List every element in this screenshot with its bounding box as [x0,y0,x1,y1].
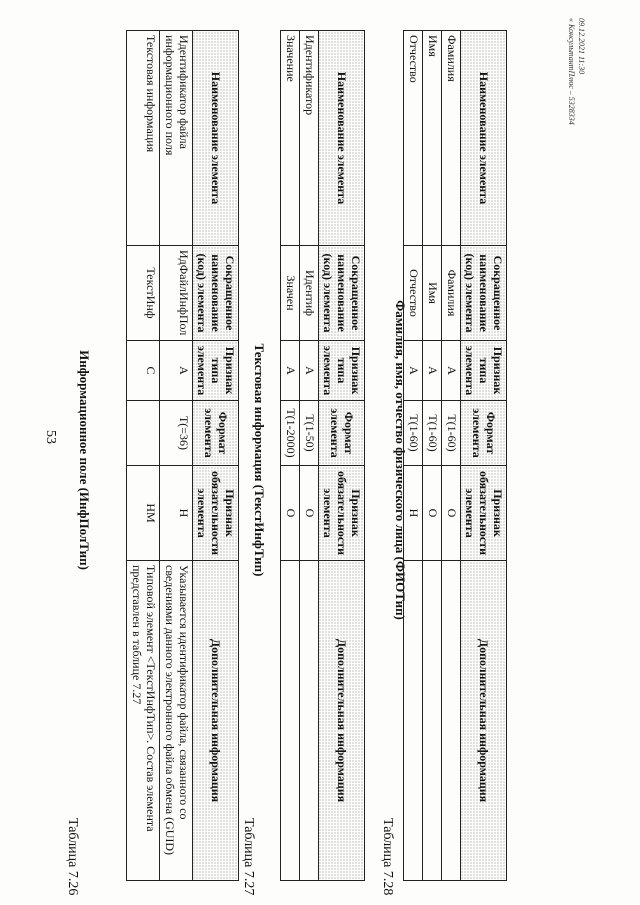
table-row [404,31,423,881]
cell: А [160,341,193,401]
cell: Н [160,466,193,561]
table-header-row [318,31,364,881]
cell: Фамилия [441,246,460,341]
cell: А [404,341,423,401]
cell [299,561,318,881]
cell: ИдФайлИнфПол [160,246,193,341]
cell [423,561,442,881]
table-728 [403,30,507,881]
col-header: Признак типа элемента [318,341,364,401]
col-header: Признак типа элемента [192,341,238,401]
col-header: Наименование элемента [460,31,506,246]
col-header: Дополнительная информация [192,561,238,881]
cell: О [281,466,300,561]
table-row [299,31,318,881]
table-728-label: Таблица 7.28 [380,818,395,896]
cell: Т(=36) [160,401,193,466]
col-header: Сокращенное наименование (код) элемента [192,246,238,341]
scan-stamp [567,18,586,125]
stamp-date: 09.12.2021 11:30 [577,18,586,75]
cell: А [423,341,442,401]
cell: Имя [423,31,442,246]
cell: А [441,341,460,401]
col-header: Дополнительная информация [318,561,364,881]
col-header: Формат элемента [192,401,238,466]
table-header-row [192,31,238,881]
cell: Т(1-50) [299,401,318,466]
cell: О [423,466,442,561]
cell: А [281,341,300,401]
cell: Отчество [404,31,423,246]
col-header: Признак обязательности элемента [318,466,364,561]
table-726-label: Таблица 7.26 [65,818,80,896]
table-727-title: Текстовая информация (ТекстИнфТип) [252,343,267,577]
table-row [160,31,193,881]
cell: Идентификатор [299,31,318,246]
cell: Т(1-60) [404,401,423,466]
col-header: Сокращенное наименование (код) элемента [318,246,364,341]
cell: Идентиф [299,246,318,341]
table-727-label: Таблица 7.27 [241,818,256,896]
cell: С [127,341,160,401]
table-row [281,31,300,881]
col-header: Признак типа элемента [460,341,506,401]
cell: НМ [127,466,160,561]
cell: Т(1-60) [423,401,442,466]
table-row [127,31,160,881]
col-header: Наименование элемента [192,31,238,246]
cell: А [299,341,318,401]
cell: Значение [281,31,300,246]
cell [404,561,423,881]
cell [127,401,160,466]
page-number: 53 [43,430,58,444]
cell: Значен [281,246,300,341]
cell: Имя [423,246,442,341]
cell: Типовой элемент <ТекстИнфТип>. Состав элемента представлен в таблице 7.27 [127,561,160,881]
col-header: Сокращенное наименование (код) элемента [460,246,506,341]
table-726 [126,30,239,881]
cell: Т(1-60) [441,401,460,466]
col-header: Наименование элемента [318,31,364,246]
col-header: Признак обязательности элемента [460,466,506,561]
cell: Т(1-2000) [281,401,300,466]
stamp-text: « КонсультантПлюс – 5328334 [567,18,577,125]
table-728-title: Фамилия, имя, отчество физического лица (ФИОТип) [393,300,408,620]
cell: Текстовая информация [127,31,160,246]
col-header: Признак обязательности элемента [192,466,238,561]
cell: ТекстИнф [127,246,160,341]
cell: Н [404,466,423,561]
table-row [441,31,460,881]
cell: Идентификатор файла информационного поля [160,31,193,246]
cell: О [299,466,318,561]
cell [441,561,460,881]
cell: О [441,466,460,561]
cell [281,561,300,881]
cell: Фамилия [441,31,460,246]
col-header: Формат элемента [318,401,364,466]
col-header: Дополнительная информация [460,561,506,881]
cell: Указывается идентификатор файла, связанного со сведениями данного электронного файла обмена (GUID) [160,561,193,881]
table-726-title: Информационное поле (ИнфПолТип) [77,350,92,570]
table-row [423,31,442,881]
col-header: Формат элемента [460,401,506,466]
table-header-row [460,31,506,881]
table-727 [280,30,365,881]
cell: Отчество [404,246,423,341]
